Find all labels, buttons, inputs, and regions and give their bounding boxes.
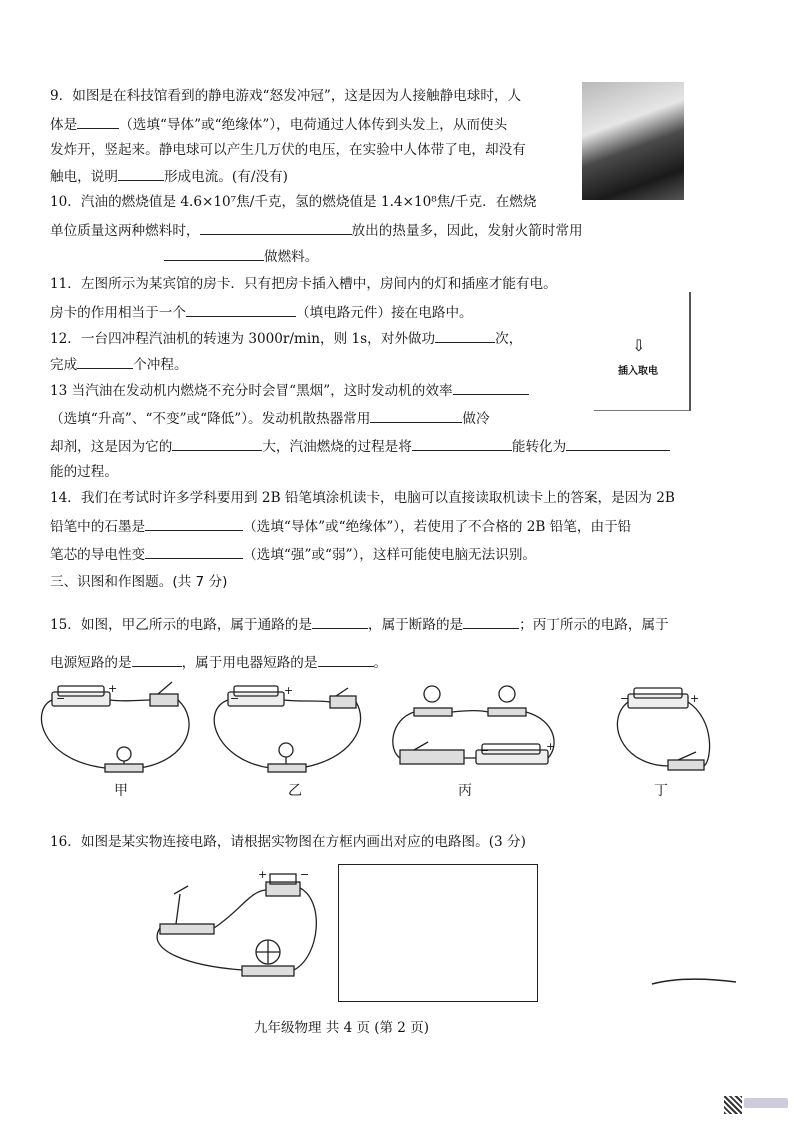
answer-blank[interactable] (77, 354, 133, 369)
q15-text: ，属于断路的是 (367, 617, 464, 633)
svg-text:+: + (108, 682, 118, 695)
svg-text:+: + (546, 740, 556, 753)
q9-text: 触电，说明 (50, 169, 118, 185)
answer-blank[interactable] (412, 436, 512, 451)
q10-text: 放出的热量多，因此，发射火箭时常用 (351, 223, 583, 239)
q13-text: 却剂，这是因为它的 (50, 439, 173, 455)
q13-line3 (50, 436, 670, 457)
answer-blank[interactable] (145, 544, 243, 559)
q15-text: ；丙丁所示的电路，属于 (519, 617, 669, 633)
section-heading: 三、识图和作图题。(共 7 分) (50, 574, 228, 590)
q9-line2 (50, 114, 507, 135)
svg-text:−: − (230, 692, 240, 705)
svg-text:−: − (620, 692, 630, 705)
answer-blank[interactable] (172, 436, 262, 451)
answer-blank[interactable] (77, 114, 119, 129)
q9-text: 形成电流。(有/没有) (163, 169, 288, 185)
circuit-label-jia: 甲 (114, 783, 128, 799)
q12-text: 12．一台四冲程汽油机的转速为 3000r/min，则 1s，对外做功 (50, 331, 436, 347)
q13-text: 做冷 (462, 411, 490, 427)
q13-line4: 能的过程。 (50, 464, 118, 480)
scanner-logo-icon (744, 1098, 788, 1108)
q10-text: 单位质量这两种燃料时， (50, 223, 200, 239)
q12-text: 次， (495, 331, 523, 347)
svg-text:+: + (258, 868, 268, 881)
qr-code-icon (724, 1096, 742, 1114)
handwritten-mark (650, 974, 740, 990)
q13-text: 能转化为 (511, 439, 567, 455)
answer-blank[interactable] (145, 516, 243, 531)
answer-blank[interactable] (200, 220, 352, 235)
circuit-label-yi: 乙 (288, 783, 302, 799)
q13-text: 13 当汽油在发动机内燃烧不充分时会冒“黑烟”，这时发动机的效率 (50, 383, 453, 399)
q11-line1: 11．左图所示为某宾馆的房卡．只有把房卡插入槽中，房间内的灯和插座才能有电。 (50, 276, 557, 292)
q16-circuit-figure (150, 866, 330, 996)
q14-line3 (50, 544, 536, 565)
q14-text: 笔芯的导电性变 (50, 547, 146, 563)
q9-line1: 9．如图是在科技馆看到的静电游戏“怒发冲冠”，这是因为人接触静电球时，人 (50, 88, 522, 104)
q12-line1 (50, 328, 522, 349)
circuit-label-ding: 丁 (654, 783, 668, 799)
q12-text: 个冲程。 (133, 357, 188, 373)
q9-line4 (50, 166, 288, 187)
answer-blank[interactable] (318, 652, 374, 667)
answer-blank[interactable] (453, 380, 529, 395)
answer-blank[interactable] (566, 436, 670, 451)
q15-line1 (50, 614, 669, 635)
svg-text:+: + (690, 692, 700, 705)
q10-line2 (50, 220, 583, 241)
q15-text: 电源短路的是 (50, 655, 132, 671)
svg-text:−: − (300, 868, 310, 881)
answer-blank[interactable] (118, 166, 164, 181)
q15-text: ，属于用电器短路的是 (181, 655, 318, 671)
q15-text: 15．如图，甲乙所示的电路，属于通路的是 (50, 617, 312, 633)
answer-blank[interactable] (186, 302, 296, 317)
svg-text:+: + (284, 684, 294, 697)
q12-text: 完成 (50, 357, 78, 373)
q15-line2 (50, 652, 387, 673)
answer-blank[interactable] (164, 246, 264, 261)
q12-line2 (50, 354, 188, 375)
card-slot-label: 插入取电 (618, 366, 658, 377)
svg-text:−: − (56, 692, 66, 705)
q9-text: （选填“导体”或“绝缘体”），电荷通过人体传到头发上，从而使头 (119, 117, 508, 133)
q9-text: 体是 (50, 117, 78, 133)
q13-text: （选填“升高”、“不变”或“降低”）。发动机散热器常用 (50, 411, 371, 427)
page-footer: 九年级物理 共 4 页 (第 2 页) (254, 1020, 429, 1036)
answer-blank[interactable] (370, 408, 462, 423)
q10-line1: 10．汽油的燃烧值是 4.6×10⁷焦/千克，氢的燃烧值是 1.4×10⁸焦/千克．在燃烧 (50, 194, 537, 210)
q9-line3: 发炸开，竖起来。静电球可以产生几万伏的电压，在实验中人体带了电，却没有 (50, 142, 526, 158)
static-ball-photo (582, 82, 684, 200)
q10-line3 (164, 246, 318, 267)
q15-text: 。 (373, 655, 388, 671)
answer-blank[interactable] (463, 614, 519, 629)
answer-blank[interactable] (435, 328, 495, 343)
q11-text: （填电路元件）接在电路中。 (295, 305, 473, 321)
q14-line1: 14．我们在考试时许多学科要用到 2B 铅笔填涂机读卡，电脑可以直接读取机读卡上的答案，是因为 2B (50, 490, 675, 506)
q14-text: （选填“导体”或“绝缘体”），若使用了不合格的 2B 铅笔，由于铅 (243, 519, 632, 535)
q13-line1 (50, 380, 529, 401)
circuit-label-bing: 丙 (458, 783, 472, 799)
q13-text: 大，汽油燃烧的过程是将 (262, 439, 412, 455)
down-arrow-icon: ⇩ (632, 336, 646, 355)
q16-line1: 16．如图是某实物连接电路，请根据实物图在方框内画出对应的电路图。(3 分) (50, 834, 526, 850)
answer-blank[interactable] (312, 614, 368, 629)
q14-line2 (50, 516, 631, 537)
q11-text: 房卡的作用相当于一个 (50, 305, 186, 321)
q14-text: 铅笔中的石墨是 (50, 519, 146, 535)
q14-text: （选填“强”或“弱”），这样可能使电脑无法识别。 (243, 547, 537, 563)
q10-text: 做燃料。 (264, 249, 319, 265)
answer-blank[interactable] (132, 652, 182, 667)
q13-line2 (50, 408, 490, 429)
circuit-drawing-box[interactable] (338, 864, 538, 1002)
svg-text:−: − (480, 744, 490, 757)
q11-line2 (50, 302, 473, 323)
